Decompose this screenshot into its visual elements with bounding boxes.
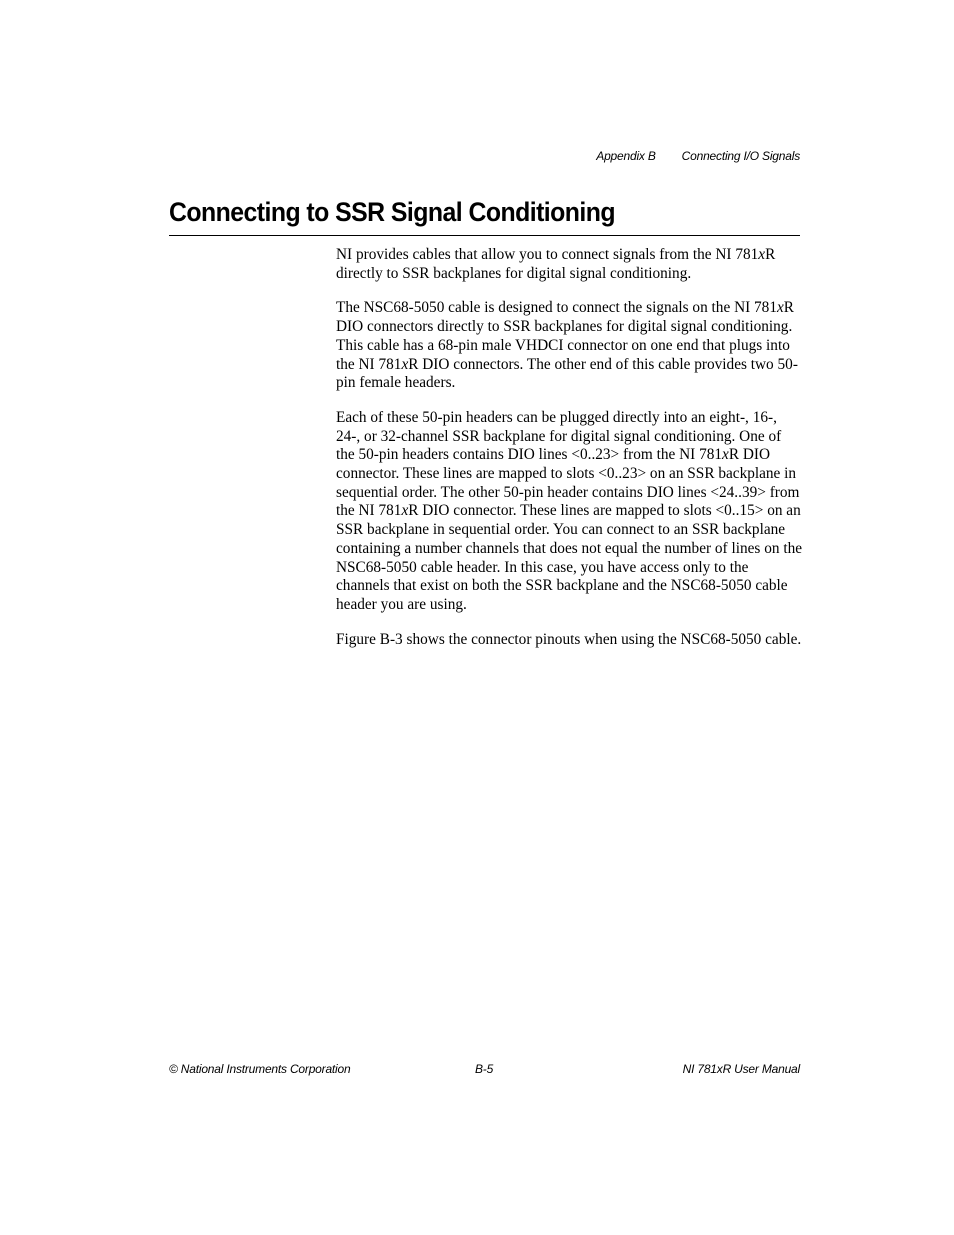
- paragraph-cable: The NSC68-5050 cable is designed to connect the signals on the NI 781xR DIO connectors directly to SSR backplanes for digital signal conditioning. This cable has a 68-pin male VHDCI connector on one end that plugs into the NI 781xR DIO connectors. The other end of this cable provides two 50-pin female headers.: [336, 299, 798, 392]
- footer-page-number: B-5: [475, 1062, 494, 1076]
- body-text: [336, 246, 802, 665]
- page-title: Connecting to SSR Signal Conditioning: [169, 197, 615, 227]
- title-rule: [169, 235, 800, 236]
- paragraph-intro: NI provides cables that allow you to connect signals from the NI 781xR directly to SSR backplanes for digital signal conditioning.: [336, 246, 776, 282]
- header-chapter: Connecting I/O Signals: [681, 149, 800, 163]
- footer-copyright: © National Instruments Corporation: [169, 1062, 351, 1076]
- footer-manual-title: NI 781xR User Manual: [682, 1062, 800, 1076]
- running-header: [596, 149, 800, 163]
- paragraph-headers: Each of these 50-pin headers can be plugged directly into an eight-, 16-, 24-, or 32-channel SSR backplane for digital signal conditioning. One of the 50-pin headers contains DIO lines <0..23> from the NI 781xR DIO connector. These lines are mapped to slots <0..23> on an SSR backplane in sequential order. The other 50-pin header contains DIO lines <24..39> from the NI 781xR DIO connector. These lines are mapped to slots <0..15> on an SSR backplane in sequential order. You can connect to an SSR backplane containing a number channels that does not equal the number of lines on the NSC68-5050 cable header. In this case, you have access only to the channels that exist on both the SSR backplane and the NSC68-5050 cable header you are using.: [336, 408, 803, 613]
- header-section: Appendix B: [596, 149, 656, 163]
- paragraph-figure-ref: Figure B-3 shows the connector pinouts when using the NSC68-5050 cable.: [336, 630, 802, 648]
